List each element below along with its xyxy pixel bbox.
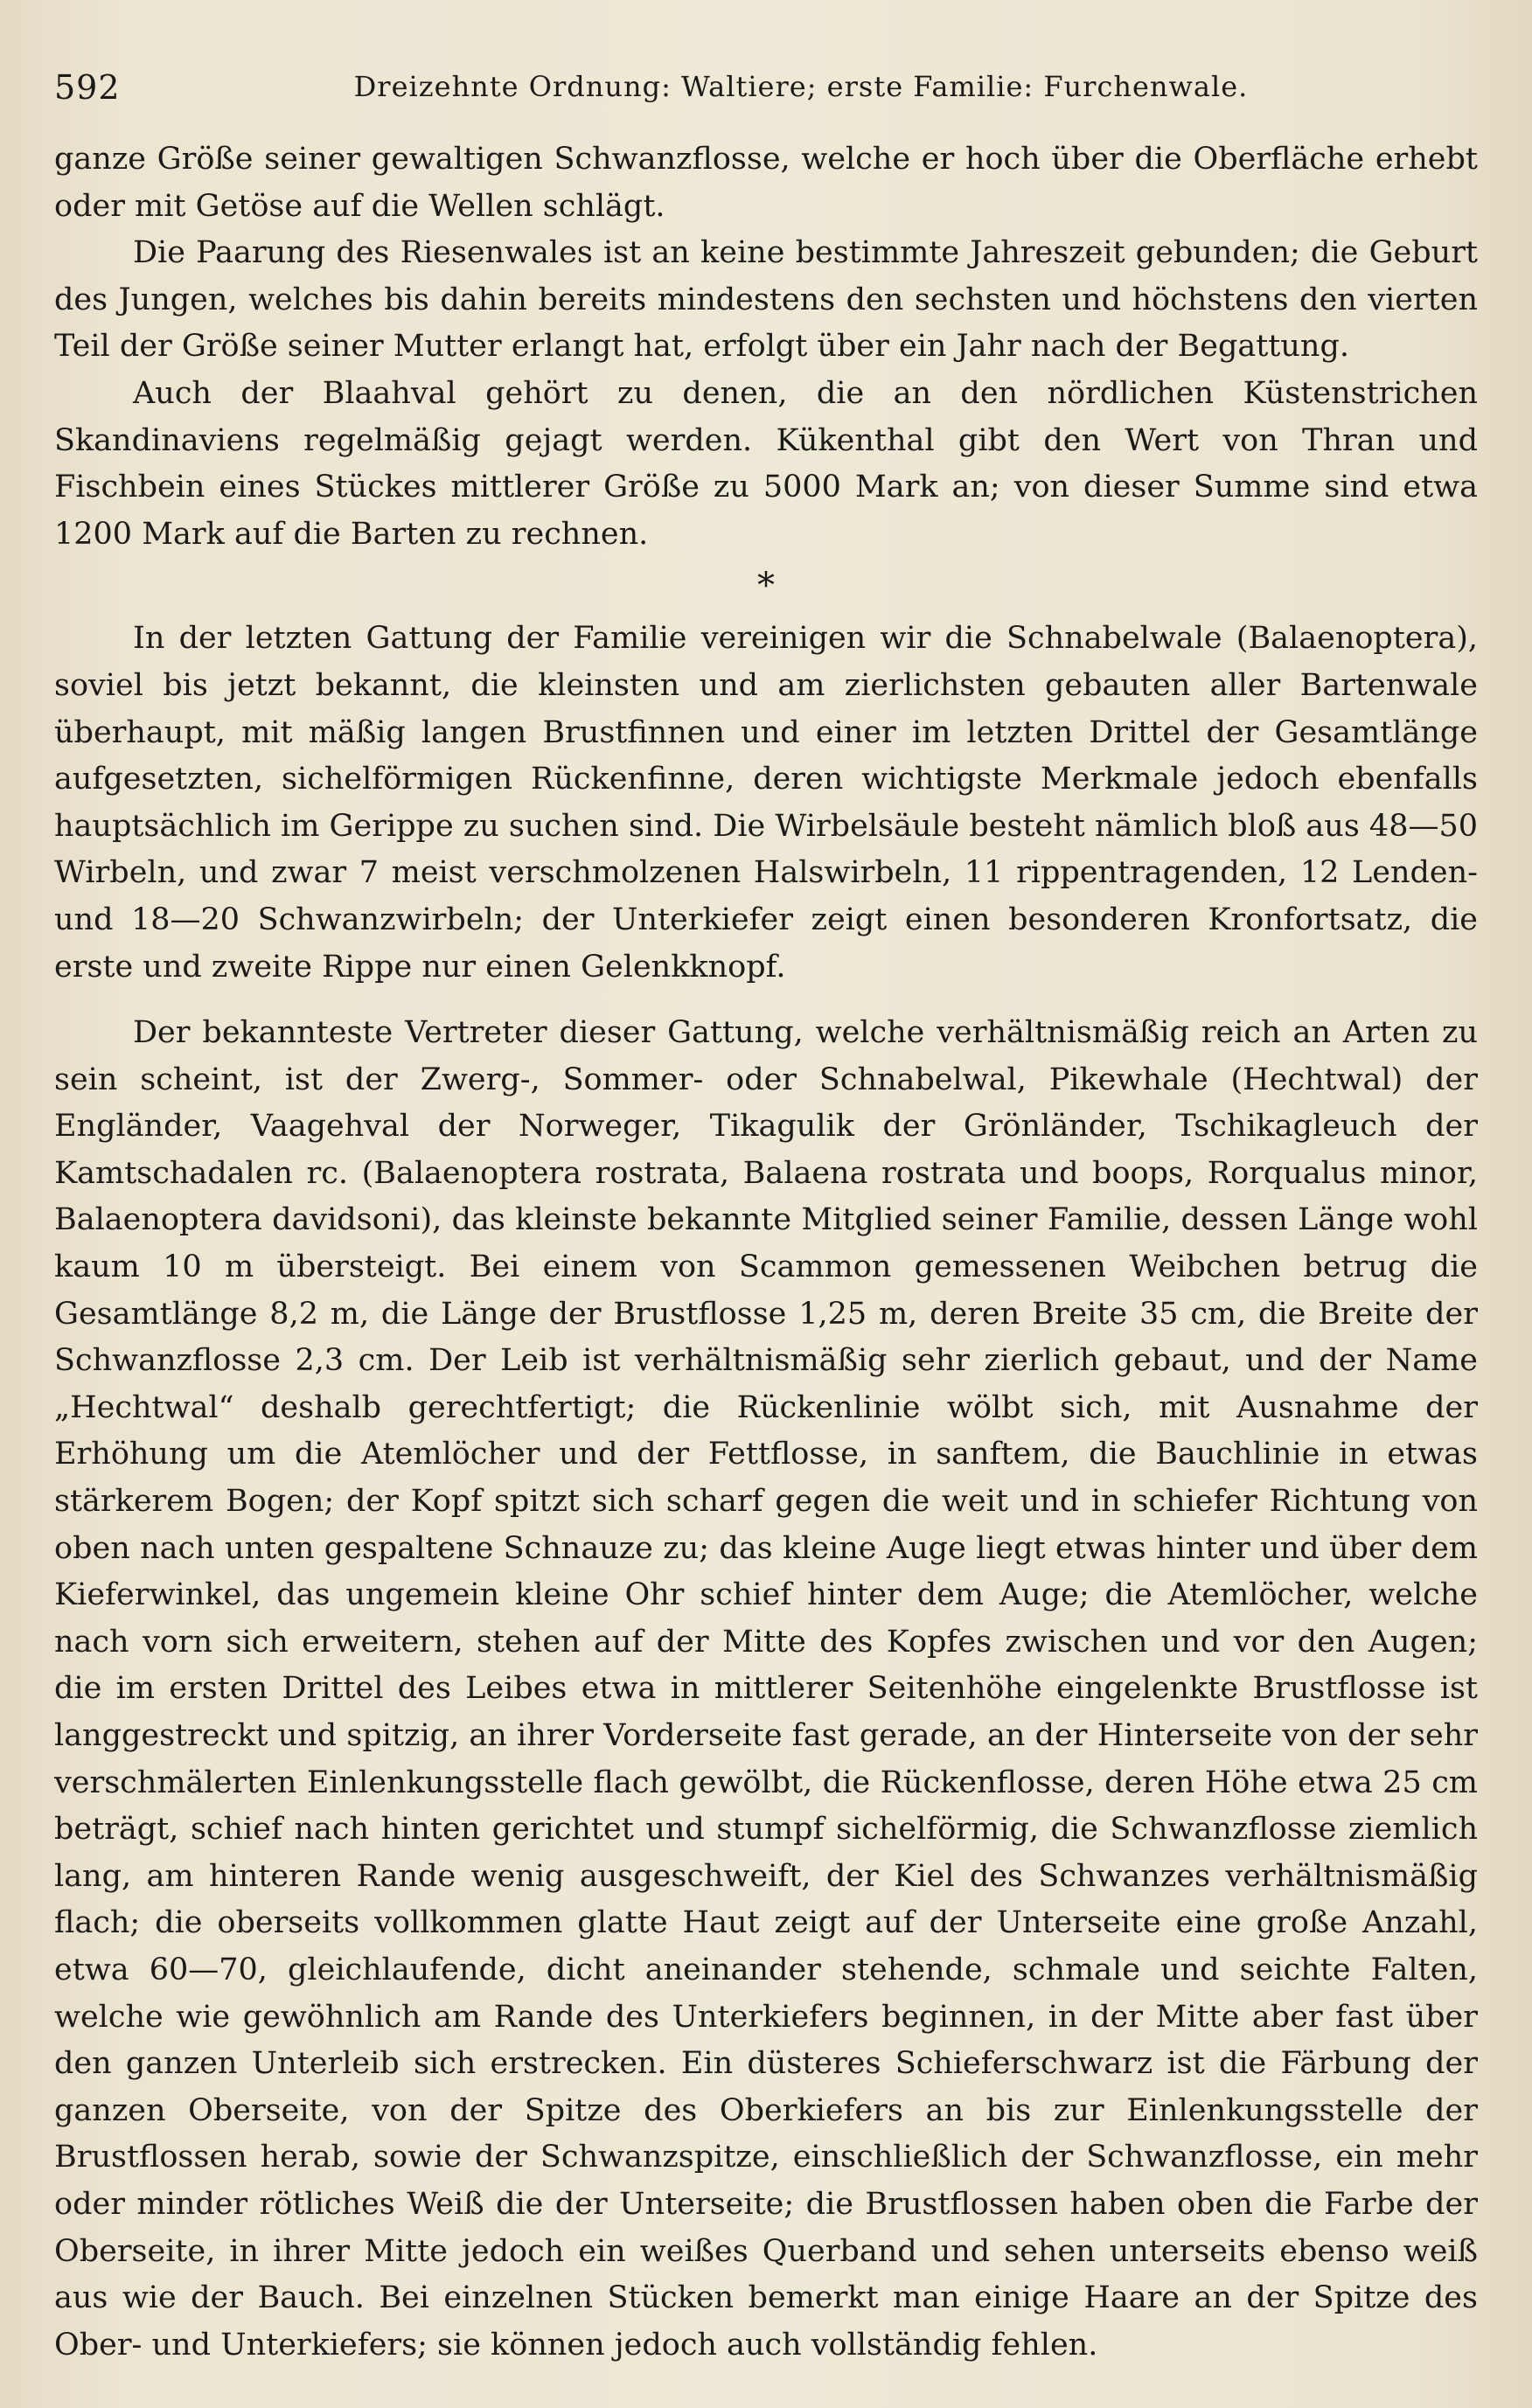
running-head: Dreizehnte Ordnung: Waltiere; erste Familie: Furchenwale.	[353, 70, 1249, 103]
paragraph-genus-balaenoptera: In der letzten Gattung der Familie vereinigen wir die Schnabelwale (Balaenoptera), soviel bis jetzt bekannt, die kleinsten und am zierlichsten gebauten aller Bartenwale überhaupt, mit mäßig langen Brustfinnen und einer im letzten Drittel der Gesamtlänge aufgesetzten, sichelförmigen Rückenfinne, deren wichtigste Merkmale jedoch ebenfalls hauptsächlich im Gerippe zu suchen sind. Die Wirbelsäule besteht nämlich bloß aus 48—50 Wirbeln, und zwar 7 meist verschmolzenen Halswirbeln, 11 rippentragenden, 12 Lenden- und 18—20 Schwanzwirbeln; der Unterkiefer zeigt einen besonderen Kronfortsatz, die erste und zweite Rippe nur einen Gelenkknopf.	[54, 621, 1478, 985]
section-divider-asterisk: *	[757, 566, 775, 607]
body-text	[54, 136, 1478, 2369]
page-number: 592	[54, 68, 121, 107]
page-header	[54, 63, 1478, 115]
paragraph-blaahval: Auch der Blaahval gehört zu denen, die an den nördlichen Küstenstrichen Skandinaviens regelmäßig gejagt werden. Kükenthal gibt den Wert von Thran und Fischbein eines Stückes mittlerer Größe zu 5000 Mark an; von dieser Summe sind etwa 1200 Mark auf die Barten zu rechnen.	[54, 375, 1478, 552]
paragraph-mating: Die Paarung des Riesenwales ist an keine bestimmte Jahreszeit gebunden; die Geburt des Jungen, welches bis dahin bereits mindestens den sechsten und höchstens den vierten Teil der Größe seiner Mutter erlangt hat, erfolgt über ein Jahr nach der Begattung.	[54, 235, 1478, 365]
paragraph-zwergwal: Der bekannteste Vertreter dieser Gattung, welche verhältnismäßig reich an Arten zu sein scheint, ist der Zwerg-, Sommer- oder Schnabelwal, Pikewhale (Hechtwal) der Engländer, Vaagehval der Norweger, Tikagulik der Grönländer, Tschikagleuch der Kamtschadalen rc. (Balaenoptera rostrata, Balaena rostrata und boops, Rorqualus minor, Balaenoptera davidsoni), das kleinste bekannte Mitglied seiner Familie, dessen Länge wohl kaum 10 m übersteigt. Bei einem von Scammon gemessenen Weibchen betrug die Gesamtlänge 8,2 m, die Länge der Brustflosse 1,25 m, deren Breite 35 cm, die Breite der Schwanzflosse 2,3 cm. Der Leib ist verhältnismäßig sehr zierlich gebaut, und der Name „Hechtwal“ deshalb gerechtfertigt; die Rückenlinie wölbt sich, mit Ausnahme der Erhöhung um die Atemlöcher und der Fettflosse, in sanftem, die Bauchlinie in etwas stärkerem Bogen; der Kopf spitzt sich scharf gegen die weit und in schiefer Richtung von oben nach unten gespaltene Schnauze zu; das kleine Auge liegt etwas hinter und über dem Kieferwinkel, das ungemein kleine Ohr schief hinter dem Auge; die Atemlöcher, welche nach vorn sich erweitern, stehen auf der Mitte des Kopfes zwischen und vor den Augen; die im ersten Drittel des Leibes etwa in mittlerer Seitenhöhe eingelenkte Brustflosse ist langgestreckt und spitzig, an ihrer Vorderseite fast gerade, an der Hinterseite von der sehr verschmälerten Einlenkungsstelle flach gewölbt, die Rückenflosse, deren Höhe etwa 25 cm beträgt, schief nach hinten gerichtet und stumpf sichelförmig, die Schwanzflosse ziemlich lang, am hinteren Rande wenig ausgeschweift, der Kiel des Schwanzes verhältnismäßig flach; die oberseits vollkommen glatte Haut zeigt auf der Unterseite eine große Anzahl, etwa 60—70, gleichlaufende, dicht aneinander stehende, schmale und seichte Falten, welche wie gewöhnlich am Rande des Unterkiefers beginnen, in der Mitte aber fast über den ganzen Unterleib sich erstrecken. Ein düsteres Schieferschwarz ist die Färbung der ganzen Oberseite, von der Spitze des Oberkiefers an bis zur Einlenkungsstelle der Brustflossen herab, sowie der Schwanzspitze, einschließlich der Schwanzflosse, ein mehr oder minder rötliches Weiß die der Unterseite; die Brustflossen haben oben die Farbe der Oberseite, in ihrer Mitte jedoch ein weißes Querband und sehen unterseits ebenso weiß aus wie der Bauch. Bei einzelnen Stücken bemerkt man einige Haare an der Spitze des Ober- und Unterkiefers; sie können jedoch auch vollständig fehlen.	[54, 1015, 1478, 2363]
paragraph-continuation: ganze Größe seiner gewaltigen Schwanzflosse, welche er hoch über die Oberfläche erhebt oder mit Getöse auf die Wellen schlägt.	[54, 142, 1478, 224]
